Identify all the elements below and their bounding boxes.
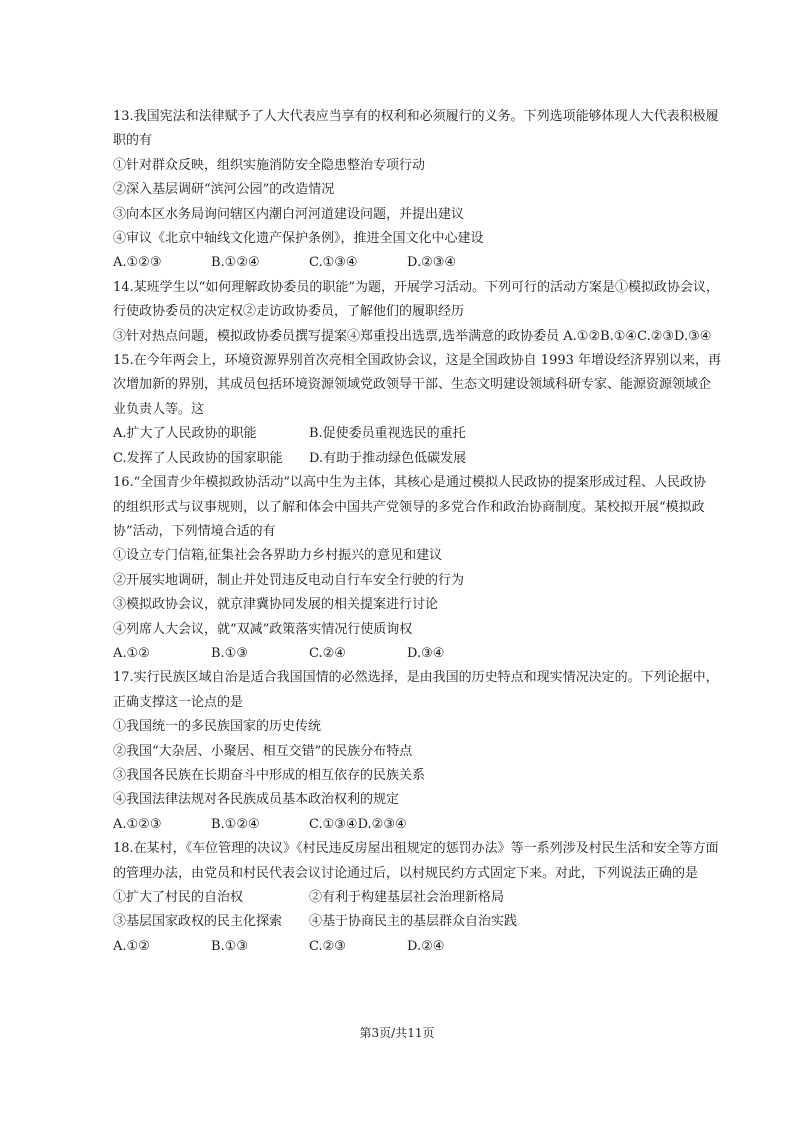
statement-3: ③模拟政协会议，就京津冀协同发展的相关提案进行讨论 <box>113 597 439 613</box>
statements-row <box>113 910 693 934</box>
statement-1: ①我国统一的多民族国家的历史传统 <box>113 719 322 735</box>
statement-4: ④我国法律法规对各民族成员基本政治权利的规定 <box>113 792 400 808</box>
statement-4: ④审议《北京中轴线文化遗产保护条例》，推进全国文化中心建设 <box>113 231 484 247</box>
statement-4: ④列席人大会议，就“双减”政策落实情况行使质询权 <box>113 621 413 637</box>
option-c: C.发挥了人民政协的国家职能 <box>113 450 283 466</box>
option-a: A.①②③ <box>113 255 162 271</box>
statement-2: ②有利于构建基层社会治理新格局 <box>309 890 505 905</box>
statement-1: ①设立专门信箱,征集社会各界助力乡村振兴的意见和建议 <box>113 548 443 564</box>
option-c: C.②④ <box>309 645 346 661</box>
option-b: B.促使委员重视选民的重托 <box>309 426 466 442</box>
question-13 <box>113 105 719 276</box>
statement-2: ②开展实地调研，制止并处罚违反电动自行车安全行驶的行为 <box>113 572 465 588</box>
question-line: 的组织形式与议事规则，以了解和体会中国共产党领导的多党合作和政治协商制度。某校拟开展“模拟政 <box>113 499 705 515</box>
question-line: ③针对热点问题，模拟政协委员撰写提案④郑重投出选票,选举满意的政协委员 A.①②B.①④C.②③D.③④ <box>113 328 712 344</box>
answer-options <box>113 447 693 471</box>
statement-4: ④基于协商民主的基层群众自治实践 <box>309 914 518 930</box>
option-d: D.③④ <box>407 645 445 661</box>
statement-1: ①扩大了村民的自治权 <box>113 890 244 905</box>
option-a: A.①② <box>113 938 150 954</box>
page-number: 第3页/共11页 <box>359 1026 435 1040</box>
answer-options <box>113 642 693 666</box>
question-line: 15.在今年两会上，环境资源界别首次亮相全国政协会议，这是全国政协自 1993 年增设经济界别以来，再 <box>113 353 722 369</box>
statement-3: ③向本区水务局询问辖区内潮白河河道建设问题，并提出建议 <box>113 206 465 222</box>
option-c: C.①③④ <box>309 255 358 271</box>
answer-options <box>113 251 693 275</box>
option-cd: C.①③④D.②③④ <box>309 816 407 832</box>
question-15 <box>113 349 722 471</box>
question-line: 业负责人等。这 <box>113 401 205 417</box>
answer-options <box>113 935 693 959</box>
statement-2: ②深入基层调研“滨河公园”的改造情况 <box>113 182 335 198</box>
option-b: B.①③ <box>211 938 248 954</box>
answer-options <box>113 813 693 837</box>
option-d: D.②③④ <box>407 255 457 271</box>
question-line: 协”活动，下列情境合适的有 <box>113 523 276 539</box>
option-c: C.②③ <box>309 938 346 954</box>
question-line: 正确支撑这一论点的是 <box>113 694 244 710</box>
option-a: A.①②③ <box>113 816 162 832</box>
option-d: D.②④ <box>407 938 445 954</box>
option-b: B.①③ <box>211 645 248 661</box>
question-line: 17.实行民族区域自治是适合我国国情的必然选择，是由我国的历史特点和现实情况决定的。下列论据中， <box>113 670 719 686</box>
statements-row <box>113 886 693 910</box>
option-d: D.有助于推动绿色低碳发展 <box>309 450 467 466</box>
question-18 <box>113 837 719 959</box>
question-line: 次增加新的界别，其成员包括环境资源领域党政领导干部、生态文明建设领域科研专家、能源资源领域企 <box>113 377 712 393</box>
answer-options <box>113 422 693 446</box>
question-line: 的管理办法，由党员和村民代表会议讨论通过后，以村规民约方式固定下来。对此，下列说法正确的是 <box>113 865 699 881</box>
option-a: A.扩大了人民政协的职能 <box>113 426 257 442</box>
question-line: 14.某班学生以“如何理解政协委员的职能”为题，开展学习活动。下列可行的活动方案是①模拟政协会议， <box>113 279 719 295</box>
question-14 <box>113 276 719 349</box>
question-line: 行使政协委员的决定权②走访政协委员，了解他们的履职经历 <box>113 304 465 320</box>
statement-2: ②我国“大杂居、小聚居、相互交错”的民族分布特点 <box>113 743 413 759</box>
statement-1: ①针对群众反映，组织实施消防安全隐患整治专项行动 <box>113 157 426 173</box>
option-b: B.①②④ <box>211 816 260 832</box>
question-line: 职的有 <box>113 133 153 149</box>
question-17 <box>113 666 719 837</box>
question-16 <box>113 471 706 666</box>
option-a: A.①② <box>113 645 150 661</box>
question-line: 18.在某村，《车位管理的决议》《村民违反房屋出租规定的惩罚办法》等一系列涉及村民生活和安全等方面 <box>113 841 719 857</box>
option-b: B.①②④ <box>211 255 260 271</box>
question-line: 13.我国宪法和法律赋予了人大代表应当享有的权利和必须履行的义务。下列选项能够体现人大代表积极履 <box>113 109 719 124</box>
question-line: 16.“全国青少年模拟政协活动”以高中生为主体，其核心是通过模拟人民政协的提案形成过程、人民政协 <box>113 475 706 491</box>
statement-3: ③我国各民族在长期奋斗中形成的相互依存的民族关系 <box>113 767 426 783</box>
questions-area <box>113 105 722 959</box>
statement-3: ③基层国家政权的民主化探索 <box>113 914 283 930</box>
